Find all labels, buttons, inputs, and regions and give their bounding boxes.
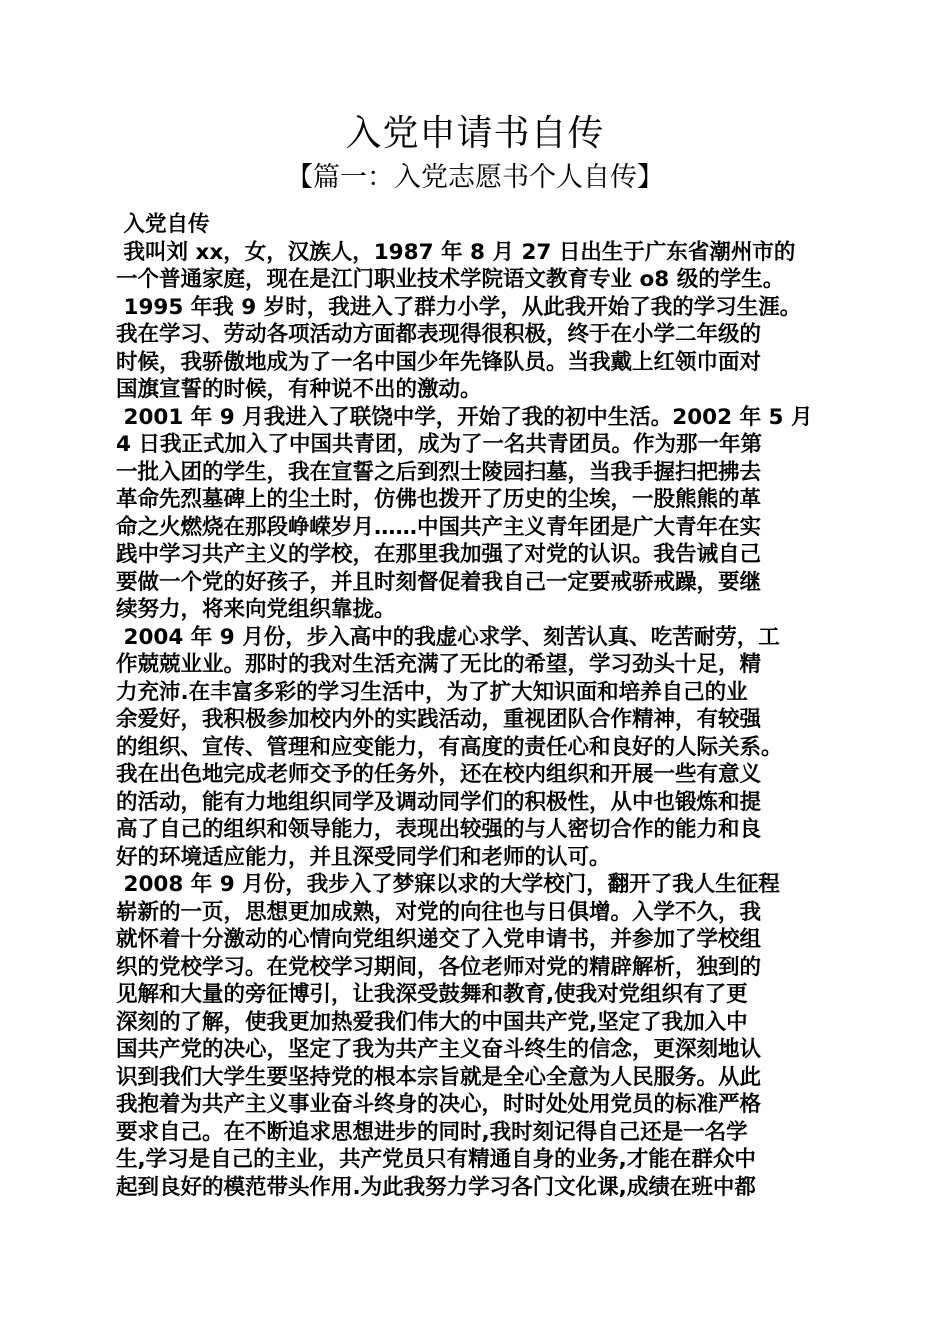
text-line: 要求自己。在不断追求思想进步的同时,我时刻记得自己还是一名学 [116, 1119, 748, 1145]
document-body [116, 211, 846, 1201]
text-line: 命之火燃烧在那段峥嵘岁月……中国共产主义青年团是广大青年在实 [116, 514, 762, 540]
document-title: 入党申请书自传 [345, 113, 605, 154]
text-line: 4 日我正式加入了中国共青团，成为了一名共青团员。作为那一年第 [116, 432, 762, 457]
text-line: 国共产党的决心，坚定了我为共产主义奋斗终生的信念，更深刻地认 [116, 1037, 762, 1062]
text-line: 余爱好，我积极参加校内外的实践活动，重视团队合作精神，有较强 [116, 707, 762, 732]
text-line: 就怀着十分激动的心情向党组织递交了入党申请书，并参加了学校组 [116, 927, 762, 952]
text-line: 我抱着为共产主义事业奋斗终身的决心，时时处处用党员的标准严格 [116, 1092, 762, 1117]
text-line: 要做一个党的好孩子，并且时刻督促着我自己一定要戒骄戒躁，要继 [116, 569, 762, 595]
text-line: 力充沛.在丰富多彩的学习生活中，为了扩大知识面和培养自己的业 [116, 679, 748, 705]
text-line: 我叫刘 xx，女，汉族人，1987 年 8 月 27 日出生于广东省潮州市的 [116, 239, 796, 265]
text-line: 一批入团的学生，我在宣誓之后到烈士陵园扫墓，当我手握扫把拂去 [116, 459, 762, 485]
text-line: 1995 年我 9 岁时，我进入了群力小学，从此我开始了我的学习生涯。 [116, 294, 802, 320]
text-line: 2008 年 9 月份，我步入了梦寐以求的大学校门，翻开了我人生征程 [116, 872, 780, 897]
text-line: 革命先烈墓碑上的尘土时，仿佛也拨开了历史的尘埃，一股熊熊的革 [116, 487, 762, 512]
document-subtitle: 【篇一：入党志愿书个人自传】 [286, 162, 664, 193]
text-line: 织的党校学习。在党校学习期间，各位老师对党的精辟解析，独到的 [116, 954, 762, 980]
text-line: 起到良好的模范带头作用.为此我努力学习各门文化课,成绩在班中都 [116, 1174, 756, 1200]
text-line: 深刻的了解，使我更加热爱我们伟大的中国共产党,坚定了我加入中 [116, 1009, 748, 1035]
text-line: 国旗宣誓的时候，有种说不出的激动。 [116, 377, 482, 402]
text-line: 见解和大量的旁征博引，让我深受鼓舞和教育,使我对党组织有了更 [116, 982, 748, 1007]
text-line: 时候，我骄傲地成为了一名中国少年先锋队员。当我戴上红领巾面对 [116, 349, 762, 375]
text-line: 的活动，能有力地组织同学及调动同学们的积极性，从中也锻炼和提 [116, 789, 762, 815]
text-line: 作兢兢业业。那时的我对生活充满了无比的希望，学习劲头十足，精 [116, 652, 762, 677]
text-line: 2004 年 9 月份，步入高中的我虚心求学、刻苦认真、吃苦耐劳，工 [116, 624, 780, 650]
text-line: 生,学习是自己的主业，共产党员只有精通自身的业务,才能在群众中 [116, 1147, 756, 1172]
text-line: 续努力，将来向党组织靠拢。 [116, 597, 396, 622]
text-line: 高了自己的组织和领导能力，表现出较强的与人密切合作的能力和良 [116, 817, 762, 842]
text-line: 践中学习共产主义的学校，在那里我加强了对党的认识。我告诫自己 [116, 542, 762, 567]
text-line: 我在学习、劳动各项活动方面都表现得很积极，终于在小学二年级的 [116, 322, 762, 347]
text-line: 2001 年 9 月我进入了联饶中学，开始了我的初中生活。2002 年 5 月 [116, 404, 813, 430]
text-line: 崭新的一页，思想更加成熟，对党的向往也与日俱增。入学不久，我 [116, 899, 762, 925]
text-line: 的组织、宣传、管理和应变能力，有高度的责任心和良好的人际关系。 [116, 734, 783, 760]
section-heading: 入党自传 [116, 212, 210, 237]
text-line: 好的环境适应能力，并且深受同学们和老师的认可。 [116, 844, 611, 870]
text-line: 识到我们大学生要坚持党的根本宗旨就是全心全意为人民服务。从此 [116, 1064, 762, 1090]
text-line: 我在出色地完成老师交予的任务外，还在校内组织和开展一些有意义 [116, 762, 762, 787]
text-line: 一个普通家庭，现在是江门职业技术学院语文教育专业 o8 级的学生。 [116, 267, 785, 292]
